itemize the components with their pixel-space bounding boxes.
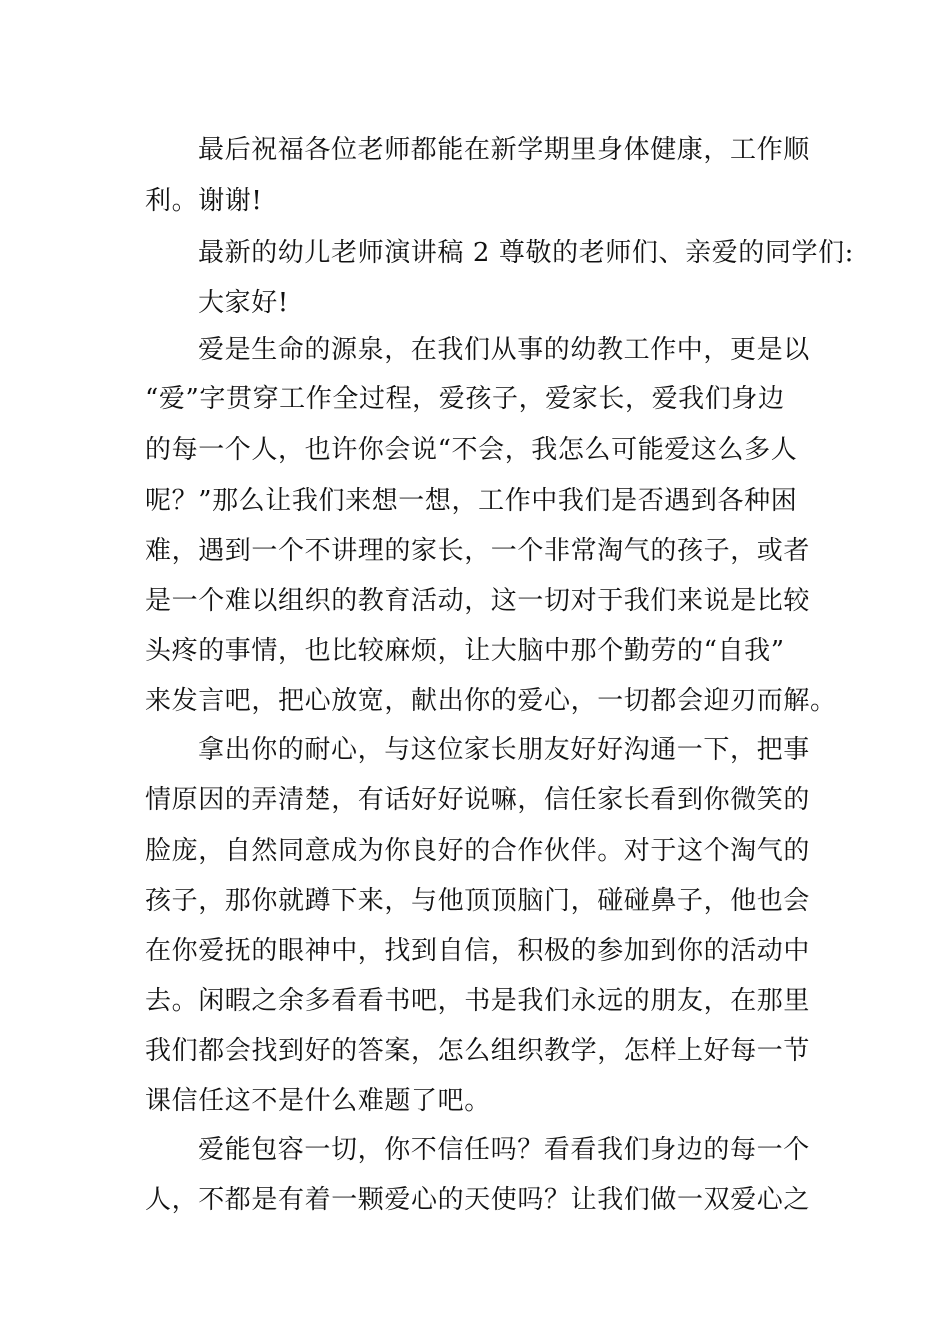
text-line: 孩子，那你就蹲下来，与他顶顶脑门，碰碰鼻子，他也会: [145, 886, 811, 916]
text-line: 大家好!: [198, 288, 289, 318]
text-line: 人，不都是有着一颗爱心的天使吗？让我们做一双爱心之: [145, 1185, 811, 1215]
text-line: 呢？”那么让我们来想一想，工作中我们是否遇到各种困: [145, 486, 798, 516]
text-line: 爱是生命的源泉，在我们从事的幼教工作中，更是以: [198, 335, 810, 365]
text-line: 脸庞，自然同意成为你良好的合作伙伴。对于这个淘气的: [145, 836, 811, 866]
text-line: 最新的幼儿老师演讲稿 2 尊敬的老师们、亲爱的同学们:: [198, 238, 855, 268]
text-line: 在你爱抚的眼神中，找到自信，积极的参加到你的活动中: [145, 936, 811, 966]
text-line: 来发言吧，把心放宽，献出你的爱心，一切都会迎刃而解。: [145, 686, 837, 716]
text-line: 是一个难以组织的教育活动，这一切对于我们来说是比较: [145, 586, 811, 616]
text-line: 课信任这不是什么难题了吧。: [145, 1086, 491, 1116]
text-line: “爱”字贯穿工作全过程，爱孩子，爱家长，爱我们身边: [145, 384, 785, 414]
text-line: 爱能包容一切，你不信任吗？看看我们身边的每一个: [198, 1135, 810, 1165]
text-line: 难，遇到一个不讲理的家长，一个非常淘气的孩子，或者: [145, 536, 811, 566]
text-line: 去。闲暇之余多看看书吧，书是我们永远的朋友，在那里: [145, 986, 811, 1016]
text-line: 我们都会找到好的答案，怎么组织教学，怎样上好每一节: [145, 1036, 811, 1066]
text-line: 利。谢谢!: [145, 186, 263, 216]
text-line: 最后祝福各位老师都能在新学期里身体健康，工作顺: [198, 135, 810, 165]
text-line: 拿出你的耐心，与这位家长朋友好好沟通一下，把事: [198, 735, 810, 765]
text-line: 头疼的事情，也比较麻烦，让大脑中那个勤劳的“自我”: [145, 636, 785, 666]
text-line: 的每一个人，也许你会说“不会，我怎么可能爱这么多人: [145, 435, 798, 465]
text-line: 情原因的弄清楚，有话好好说嘛，信任家长看到你微笑的: [145, 785, 811, 815]
